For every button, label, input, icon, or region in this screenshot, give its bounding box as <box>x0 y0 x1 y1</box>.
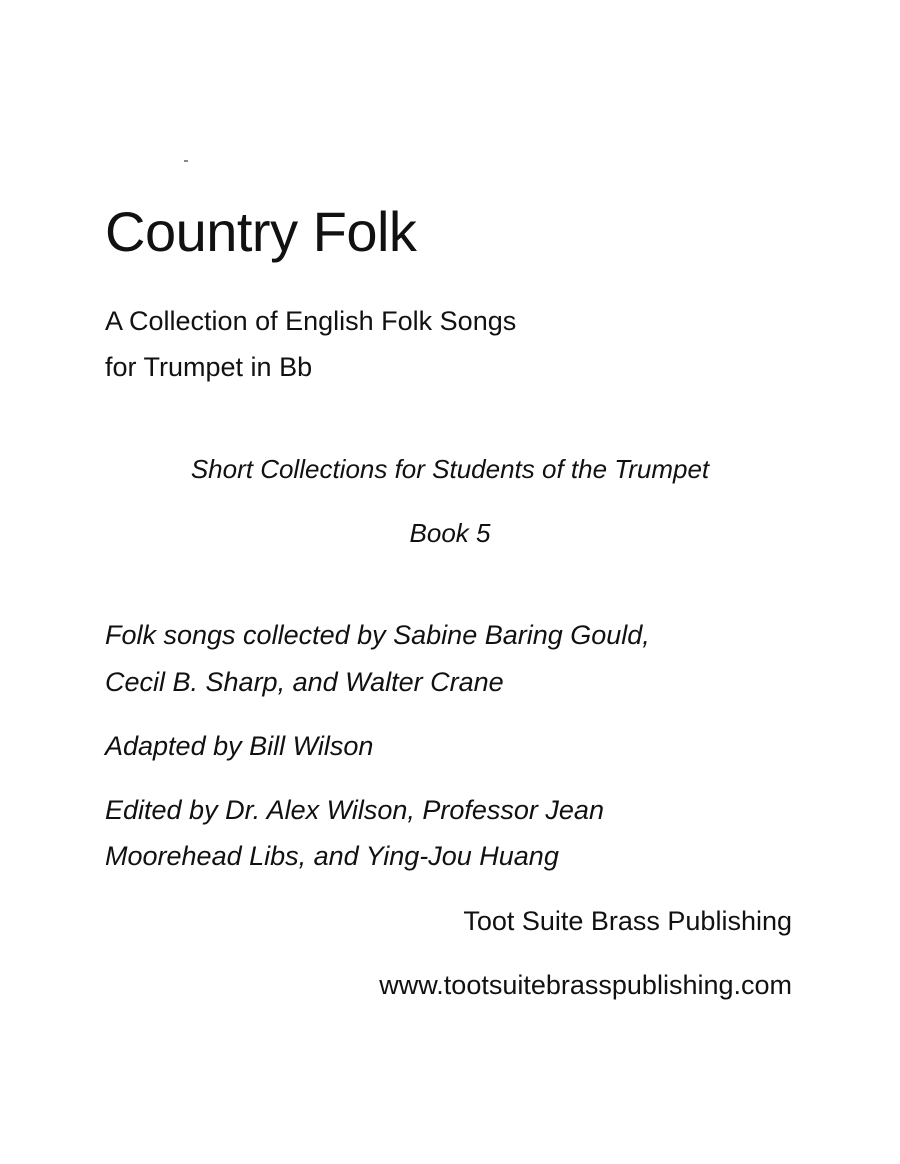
adapted-by: Adapted by Bill Wilson <box>105 731 374 761</box>
publisher-name: Toot Suite Brass Publishing <box>463 906 792 936</box>
edited-by-line-1: Edited by Dr. Alex Wilson, Professor Jean <box>105 795 604 825</box>
collected-by-line-2: Cecil B. Sharp, and Walter Crane <box>105 667 504 697</box>
subtitle-line-1: A Collection of English Folk Songs <box>105 306 517 336</box>
edited-by-line-2: Moorehead Libs, and Ying-Jou Huang <box>105 841 559 871</box>
subtitle-line-2: for Trumpet in Bb <box>105 352 313 382</box>
collected-by-line-1: Folk songs collected by Sabine Baring Gould, <box>105 620 650 650</box>
series-title: Short Collections for Students of the Trumpet <box>190 454 710 484</box>
book-number: Book 5 <box>409 518 491 548</box>
page-title: Country Folk <box>105 200 417 263</box>
scan-speck <box>184 160 188 162</box>
publisher-website: www.tootsuitebrasspublishing.com <box>379 970 792 1000</box>
